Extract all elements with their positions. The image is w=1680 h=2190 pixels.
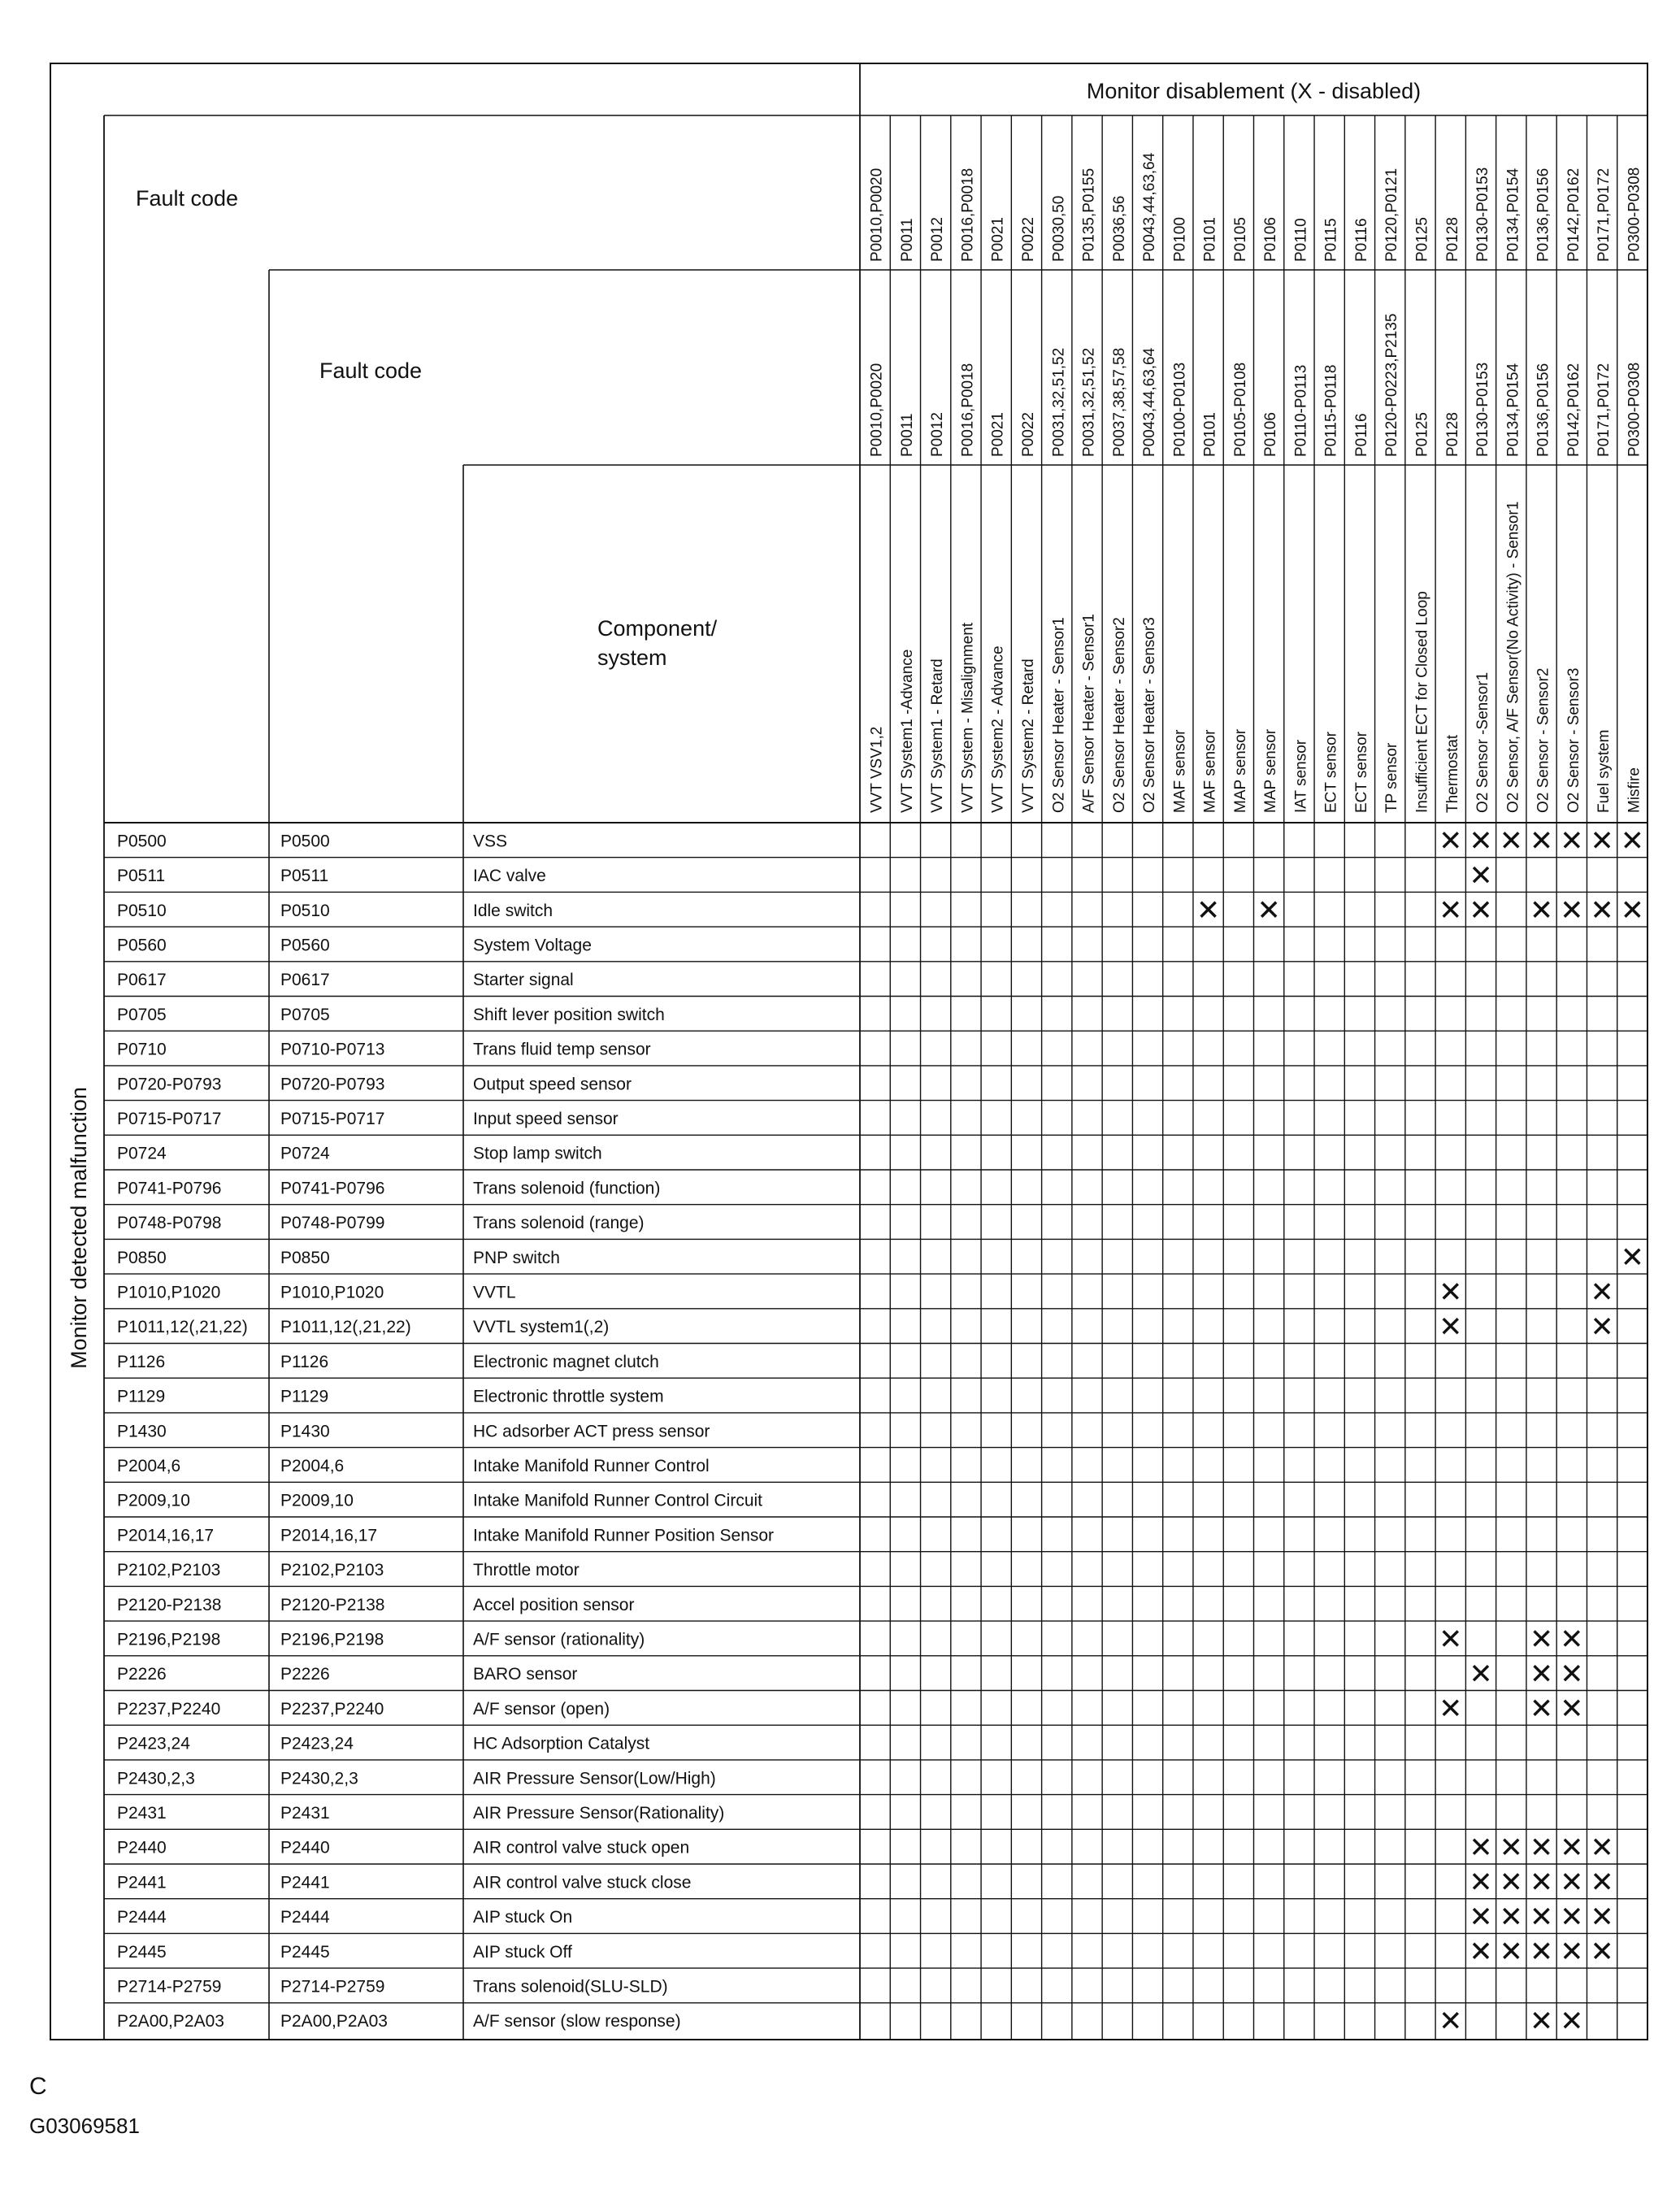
column-fault-code: P0116	[1352, 218, 1370, 262]
row-fault-code-detail: P2009,10	[280, 1491, 354, 1510]
row-fault-code: P2226	[117, 1665, 167, 1684]
disabled-mark	[1535, 1666, 1549, 1680]
column-component: O2 Sensor - Sensor3	[1565, 667, 1582, 813]
column-component: O2 Sensor Heater - Sensor2	[1110, 617, 1128, 813]
row-fault-code: P2A00,P2A03	[117, 2012, 224, 2031]
column-fault-code: P0016,P0018	[959, 167, 977, 262]
row-component: Electronic magnet clutch	[473, 1352, 659, 1371]
row-component: AIR control valve stuck open	[473, 1838, 690, 1858]
row-fault-code-detail: P1010,P1020	[280, 1283, 384, 1302]
disabled-mark	[1261, 902, 1276, 917]
row-fault-code: P2009,10	[117, 1491, 190, 1510]
column-fault-code: P0011	[898, 218, 916, 262]
column-component: O2 Sensor Heater - Sensor3	[1141, 617, 1159, 813]
row-component: PNP switch	[473, 1248, 560, 1267]
column-fault-code: P0010,P0020	[868, 167, 886, 262]
row-fault-code: P2445	[117, 1942, 167, 1962]
disabled-mark	[1535, 902, 1549, 917]
row-component: Trans fluid temp sensor	[473, 1040, 651, 1059]
row-component: Trans solenoid (range)	[473, 1214, 645, 1233]
row-fault-code-detail: P2431	[280, 1803, 330, 1823]
row-fault-code-detail: P1011,12(,21,22)	[280, 1318, 411, 1337]
row-fault-code-detail: P0617	[280, 971, 330, 990]
disabled-mark	[1474, 1944, 1488, 1958]
column-component: IAT sensor	[1292, 739, 1310, 813]
column-fault-code-detail: P0134,P0154	[1504, 363, 1522, 457]
column-fault-code: P0128	[1443, 217, 1461, 262]
disabled-mark	[1474, 867, 1488, 882]
figure-code: G03069581	[29, 2114, 140, 2138]
row-component: Output speed sensor	[473, 1075, 632, 1094]
row-fault-code: P2004,6	[117, 1456, 181, 1475]
disabled-mark	[1565, 1874, 1579, 1888]
row-fault-code: P0710	[117, 1040, 167, 1059]
column-component: Misfire	[1626, 767, 1643, 813]
disabled-mark	[1595, 1840, 1609, 1854]
header-component-line2: system	[597, 645, 667, 670]
disabled-mark	[1443, 902, 1458, 917]
column-component: Insufficient ECT for Closed Loop	[1413, 591, 1431, 813]
row-component: Electronic throttle system	[473, 1387, 664, 1406]
row-component: AIR control valve stuck close	[473, 1873, 692, 1892]
column-fault-code: P0125	[1413, 217, 1431, 262]
disabled-mark	[1504, 1874, 1518, 1888]
disabled-mark	[1443, 1319, 1458, 1333]
column-fault-code: P0012	[929, 217, 947, 262]
disabled-mark	[1565, 832, 1579, 847]
column-fault-code: P0171,P0172	[1595, 167, 1613, 262]
row-fault-code: P2102,P2103	[117, 1561, 221, 1580]
row-fault-code-detail: P2196,P2198	[280, 1630, 384, 1649]
row-fault-code-detail: P0710-P0713	[280, 1040, 385, 1059]
column-fault-code-detail: P0016,P0018	[959, 363, 977, 457]
disabled-mark	[1535, 2013, 1549, 2027]
column-fault-code-detail: P0125	[1413, 412, 1431, 457]
row-fault-code-detail: P0560	[280, 936, 330, 955]
column-fault-code: P0036,56	[1110, 195, 1128, 262]
column-fault-code-detail: P0106	[1262, 412, 1280, 457]
column-component: MAF sensor	[1171, 729, 1189, 813]
column-component: O2 Sensor - Sensor2	[1535, 667, 1552, 813]
row-fault-code: P2120-P2138	[117, 1595, 222, 1614]
column-fault-code-detail: P0021	[989, 412, 1007, 457]
row-fault-code-detail: P0850	[280, 1248, 330, 1267]
disabled-mark	[1565, 1909, 1579, 1923]
row-fault-code: P0510	[117, 901, 167, 920]
disabled-mark	[1595, 1319, 1609, 1333]
column-fault-code: P0105	[1231, 217, 1249, 262]
column-fault-code-detail: P0031,32,51,52	[1050, 347, 1068, 457]
row-fault-code: P2196,P2198	[117, 1630, 221, 1649]
column-fault-code: P0130-P0153	[1474, 167, 1492, 262]
column-fault-code: P0135,P0155	[1080, 167, 1098, 262]
row-component: VVTL	[473, 1283, 516, 1302]
row-fault-code: P2014,16,17	[117, 1526, 215, 1545]
column-fault-code: P0300-P0308	[1626, 167, 1643, 262]
column-component: ECT sensor	[1352, 732, 1370, 813]
column-fault-code-detail: P0300-P0308	[1626, 362, 1643, 457]
row-fault-code: P0748-P0798	[117, 1214, 222, 1233]
disabled-mark	[1443, 832, 1458, 847]
row-fault-code: P0500	[117, 832, 167, 851]
column-fault-code-detail: P0101	[1201, 412, 1219, 457]
row-component: HC adsorber ACT press sensor	[473, 1422, 710, 1441]
disabled-mark	[1565, 1631, 1579, 1645]
row-component: Trans solenoid (function)	[473, 1179, 661, 1198]
column-component: VVT VSV1,2	[868, 726, 886, 813]
disabled-mark	[1625, 902, 1639, 917]
column-component: A/F Sensor Heater - Sensor1	[1080, 614, 1098, 813]
disabled-mark	[1565, 1701, 1579, 1715]
row-component: A/F sensor (slow response)	[473, 2012, 681, 2031]
row-fault-code: P0560	[117, 936, 167, 955]
header-fault-code-2: Fault code	[319, 358, 423, 383]
row-component: Idle switch	[473, 901, 553, 920]
disabled-mark	[1565, 1666, 1579, 1680]
row-fault-code: P2714-P2759	[117, 1977, 222, 1997]
column-component: ECT sensor	[1322, 732, 1340, 813]
row-fault-code: P2441	[117, 1873, 167, 1892]
row-component: Stop lamp switch	[473, 1144, 602, 1163]
row-fault-code-detail: P0715-P0717	[280, 1109, 385, 1128]
column-fault-code: P0115	[1322, 218, 1340, 262]
row-component: AIP stuck On	[473, 1908, 573, 1927]
disabled-mark	[1625, 832, 1639, 847]
row-fault-code-detail: P2A00,P2A03	[280, 2012, 388, 2031]
row-fault-code: P2237,P2240	[117, 1699, 221, 1719]
row-fault-code-detail: P1126	[280, 1352, 329, 1371]
disabled-mark	[1595, 902, 1609, 917]
disabled-mark	[1535, 1701, 1549, 1715]
column-fault-code-detail: P0105-P0108	[1231, 362, 1249, 457]
column-component: O2 Sensor, A/F Sensor(No Activity) - Sensor1	[1504, 501, 1522, 813]
disabled-mark	[1565, 1840, 1579, 1854]
row-component: Shift lever position switch	[473, 1005, 665, 1024]
column-fault-code-detail: P0100-P0103	[1171, 362, 1189, 457]
disabled-mark	[1474, 1666, 1488, 1680]
column-fault-code: P0021	[989, 217, 1007, 262]
disabled-mark	[1535, 832, 1549, 847]
column-fault-code-detail: P0171,P0172	[1595, 363, 1613, 457]
row-fault-code-detail: P2440	[280, 1838, 330, 1858]
column-fault-code-detail: P0130-P0153	[1474, 362, 1492, 457]
row-fault-code: P0511	[117, 867, 166, 886]
disabled-mark	[1474, 1874, 1488, 1888]
row-fault-code-detail: P0705	[280, 1005, 330, 1024]
row-fault-code-detail: P0511	[280, 867, 329, 886]
column-fault-code: P0142,P0162	[1565, 167, 1582, 262]
column-component: TP sensor	[1383, 742, 1401, 813]
row-fault-code-detail: P1129	[280, 1387, 329, 1406]
row-fault-code-detail: P2423,24	[280, 1734, 354, 1753]
disabled-mark	[1535, 1874, 1549, 1888]
disabled-mark	[1474, 902, 1488, 917]
row-fault-code: P0850	[117, 1248, 167, 1267]
disabled-mark	[1535, 1840, 1549, 1854]
row-component: Throttle motor	[473, 1561, 580, 1580]
row-fault-code-detail: P2445	[280, 1942, 330, 1962]
row-component: Input speed sensor	[473, 1109, 619, 1128]
disabled-mark	[1443, 2013, 1458, 2027]
disabled-mark	[1595, 1909, 1609, 1923]
disabled-mark	[1535, 1909, 1549, 1923]
column-fault-code: P0101	[1201, 217, 1219, 262]
row-fault-code: P0720-P0793	[117, 1075, 222, 1094]
row-component: Starter signal	[473, 971, 574, 990]
row-fault-code: P1010,P1020	[117, 1283, 221, 1302]
column-fault-code-detail: P0136,P0156	[1535, 363, 1552, 457]
column-fault-code-detail: P0110-P0113	[1292, 364, 1310, 457]
row-component: Trans solenoid(SLU-SLD)	[473, 1977, 668, 1997]
row-fault-code-detail: P2014,16,17	[280, 1526, 378, 1545]
row-fault-code-detail: P2430,2,3	[280, 1769, 358, 1788]
column-component: VVT System - Misalignment	[959, 622, 977, 813]
column-fault-code: P0100	[1171, 217, 1189, 262]
row-fault-code-detail: P2102,P2103	[280, 1561, 384, 1580]
row-fault-code: P0715-P0717	[117, 1109, 222, 1128]
footer-letter: C	[29, 2073, 47, 2100]
row-fault-code: P0705	[117, 1005, 167, 1024]
row-component: AIR Pressure Sensor(Low/High)	[473, 1769, 716, 1788]
column-component: VVT System2 - Retard	[1019, 658, 1037, 813]
row-fault-code: P2430,2,3	[117, 1769, 195, 1788]
column-component: MAP sensor	[1262, 728, 1280, 813]
column-fault-code-detail: P0010,P0020	[868, 363, 886, 457]
column-fault-code-detail: P0022	[1019, 412, 1037, 457]
disabled-mark	[1443, 1701, 1458, 1715]
disabled-mark	[1443, 1631, 1458, 1645]
row-fault-code: P0741-P0796	[117, 1179, 222, 1198]
row-fault-code: P1011,12(,21,22)	[117, 1318, 248, 1337]
header-fault-code-1: Fault code	[136, 186, 239, 211]
disabled-mark	[1535, 1631, 1549, 1645]
row-fault-code: P1129	[117, 1387, 166, 1406]
column-component: VVT System2 - Advance	[989, 645, 1007, 813]
row-component: VVTL system1(,2)	[473, 1318, 610, 1337]
disabled-mark	[1565, 2013, 1579, 2027]
column-component: MAF sensor	[1201, 729, 1219, 813]
disabled-mark	[1565, 902, 1579, 917]
row-fault-code: P2423,24	[117, 1734, 190, 1753]
column-component: Fuel system	[1595, 729, 1613, 813]
column-fault-code-detail: P0142,P0162	[1565, 363, 1582, 457]
row-fault-code-detail: P0510	[280, 901, 330, 920]
row-component: AIP stuck Off	[473, 1942, 572, 1962]
row-component: Accel position sensor	[473, 1595, 635, 1614]
disabled-mark	[1504, 1840, 1518, 1854]
column-fault-code-detail: P0037,38,57,58	[1110, 347, 1128, 457]
row-fault-code-detail: P0724	[280, 1144, 330, 1163]
disabled-mark	[1443, 1284, 1458, 1298]
row-fault-code-detail: P2004,6	[280, 1456, 345, 1475]
row-fault-code: P0724	[117, 1144, 167, 1163]
row-component: Intake Manifold Runner Position Sensor	[473, 1526, 775, 1545]
column-fault-code: P0110	[1292, 218, 1310, 262]
disabled-mark	[1504, 832, 1518, 847]
column-fault-code-detail: P0043,44,63,64	[1141, 347, 1159, 457]
row-fault-code-detail: P2444	[280, 1908, 330, 1927]
column-fault-code: P0043,44,63,64	[1141, 152, 1159, 262]
column-fault-code-detail: P0116	[1352, 413, 1370, 457]
row-component: System Voltage	[473, 936, 592, 955]
row-component: IAC valve	[473, 867, 546, 886]
disabled-mark	[1535, 1944, 1549, 1958]
row-fault-code: P1126	[117, 1352, 166, 1371]
header-monitor-disablement: Monitor disablement (X - disabled)	[1086, 79, 1422, 103]
disabled-mark	[1595, 1874, 1609, 1888]
column-fault-code: P0136,P0156	[1535, 167, 1552, 262]
row-fault-code-detail: P0741-P0796	[280, 1179, 385, 1198]
column-fault-code-detail: P0031,32,51,52	[1080, 347, 1098, 457]
row-component: A/F sensor (rationality)	[473, 1630, 645, 1649]
row-fault-code-detail: P2120-P2138	[280, 1595, 385, 1614]
row-fault-code-detail: P0500	[280, 832, 330, 851]
row-fault-code-detail: P1430	[280, 1422, 330, 1441]
row-component: Intake Manifold Runner Control	[473, 1456, 710, 1475]
row-fault-code: P0617	[117, 971, 167, 990]
disabled-mark	[1504, 1944, 1518, 1958]
row-component: HC Adsorption Catalyst	[473, 1734, 650, 1753]
row-fault-code: P2440	[117, 1838, 167, 1858]
row-fault-code-detail: P2226	[280, 1665, 330, 1684]
column-component: O2 Sensor -Sensor1	[1474, 671, 1492, 813]
row-fault-code-detail: P2714-P2759	[280, 1977, 385, 1997]
disabled-mark	[1595, 832, 1609, 847]
disabled-mark	[1474, 1840, 1488, 1854]
column-fault-code-detail: P0115-P0118	[1322, 364, 1340, 457]
row-fault-code-detail: P2441	[280, 1873, 330, 1892]
column-fault-code: P0022	[1019, 217, 1037, 262]
column-component: O2 Sensor Heater - Sensor1	[1050, 617, 1068, 813]
disabled-mark	[1595, 1284, 1609, 1298]
column-fault-code: P0106	[1262, 217, 1280, 262]
row-component: AIR Pressure Sensor(Rationality)	[473, 1803, 725, 1823]
side-label-monitor-detected: Monitor detected malfunction	[67, 1087, 91, 1369]
row-fault-code-detail: P2237,P2240	[280, 1699, 384, 1719]
column-fault-code-detail: P0128	[1443, 412, 1461, 457]
column-component: VVT System1 - Retard	[929, 658, 947, 813]
column-fault-code-detail: P0012	[929, 412, 947, 457]
disabled-mark	[1625, 1249, 1639, 1264]
column-component: MAP sensor	[1231, 728, 1249, 813]
row-component: VSS	[473, 832, 508, 851]
column-component: Thermostat	[1443, 734, 1461, 813]
row-fault-code: P1430	[117, 1422, 167, 1441]
header-component-line1: Component/	[597, 616, 718, 641]
row-fault-code: P2444	[117, 1908, 167, 1927]
disabled-mark	[1474, 832, 1488, 847]
disabled-mark	[1201, 902, 1216, 917]
column-fault-code: P0120,P0121	[1383, 167, 1401, 262]
row-component: Intake Manifold Runner Control Circuit	[473, 1491, 762, 1510]
row-fault-code: P2431	[117, 1803, 167, 1823]
column-fault-code-detail: P0011	[898, 413, 916, 457]
column-fault-code-detail: P0120-P0223,P2135	[1383, 313, 1401, 457]
disabled-mark	[1565, 1944, 1579, 1958]
column-fault-code: P0134,P0154	[1504, 167, 1522, 262]
disabled-mark	[1595, 1944, 1609, 1958]
column-component: VVT System1 -Advance	[898, 649, 916, 813]
row-fault-code-detail: P0720-P0793	[280, 1075, 385, 1094]
row-fault-code-detail: P0748-P0799	[280, 1214, 385, 1233]
column-fault-code: P0030,50	[1050, 195, 1068, 262]
disabled-mark	[1504, 1909, 1518, 1923]
row-component: A/F sensor (open)	[473, 1699, 610, 1719]
row-component: BARO sensor	[473, 1665, 578, 1684]
disabled-mark	[1474, 1909, 1488, 1923]
